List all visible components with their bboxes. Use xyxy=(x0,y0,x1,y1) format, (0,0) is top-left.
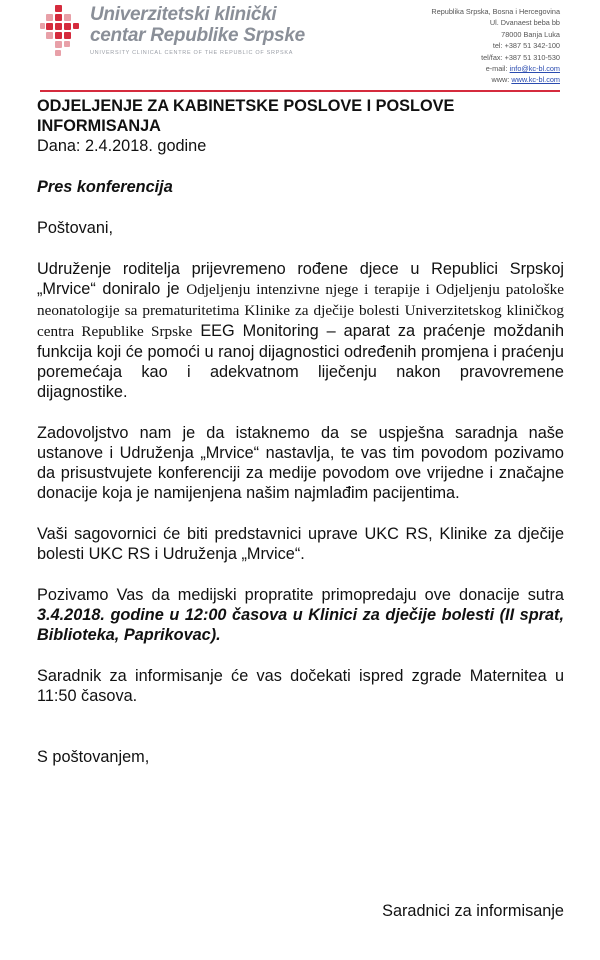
contact-street: Ul. Dvanaest beba bb xyxy=(489,18,560,28)
contact-city: 78000 Banja Luka xyxy=(501,29,560,39)
logo-title-line2: centar Republike Srpske xyxy=(90,25,305,46)
paragraph-invitation: Zadovoljstvo nam je da istaknemo da se uspješna saradnja naše ustanove i Udruženja „Mrvice“ nastavlja, te vas tim povodom pozivamo da prisustvujete konferenciji za medije povodom ove vrijedne i značajne donacije koja je namijenjena našim najmlađim pacijentima. xyxy=(37,424,564,502)
header-divider xyxy=(40,90,560,92)
logo-subtitle: UNIVERSITY CLINICAL CENTRE OF THE REPUBLIC OF SRPSKA xyxy=(90,50,294,56)
paragraph-meeting-point: Saradnik za informisanje će vas dočekati ispred zgrade Maternitea u 11:50 časova. xyxy=(37,667,564,705)
email-label: e-mail: xyxy=(485,64,510,74)
p4-part-a: Pozivamo Vas da medijski propratite primopredaju ove donacije sutra xyxy=(37,586,564,604)
contact-email-row xyxy=(431,63,560,74)
greeting: Poštovani, xyxy=(37,219,114,237)
closing-salutation: S poštovanjem, xyxy=(37,748,150,766)
email-link[interactable]: info@kc-bl.com xyxy=(509,64,560,74)
paragraph-event-details xyxy=(37,585,564,645)
event-time-location: 3.4.2018. godine u 12:00 časova u Klinici za dječije bolesti (II sprat, Biblioteka, Paprikovac). xyxy=(37,606,564,644)
contact-www-row xyxy=(431,74,560,85)
contact-tel: tel: +387 51 342-100 xyxy=(492,41,560,51)
cross-logo-icon xyxy=(40,4,80,60)
contact-block xyxy=(431,6,560,86)
department-heading: ODJELJENJE ZA KABINETSKE POSLOVE I POSLOVE INFORMISANJA xyxy=(37,97,455,135)
contact-country: Republika Srpska, Bosna i Hercegovina xyxy=(431,7,560,16)
www-label: www: xyxy=(491,75,512,85)
p1-part-c: EEG Monitoring – aparat za praćenje moždanih funkcija koji će pomoći u ranoj dijagnostici određenih promjena i praćenju poremećaja kao i adekvatnom liječenju nakon pravovremene dijagnostike. xyxy=(37,322,564,401)
p1-part-a: Udruženje roditelja prijevremeno rođene djece u Republici Srpskoj „Mrvice“ doniralo je xyxy=(37,260,564,298)
logo-title-line1: Univerzitetski klinički xyxy=(90,4,277,25)
contact-telfax: tel/fax: +387 51 310-530 xyxy=(481,52,560,62)
letter-date: Dana: 2.4.2018. godine xyxy=(37,137,207,155)
website-link[interactable]: www.kc-bl.com xyxy=(511,75,560,85)
signature: Saradnici za informisanje xyxy=(382,902,564,920)
press-title: Pres konferencija xyxy=(37,178,173,196)
p1-part-b: Odjeljenju intenzivne njege i terapije i Odjeljenju patološke neonatologije sa prematuritetima Klinike za dječije bolesti Univerzitetskog kliničkog centra Republike Srpske xyxy=(37,281,564,340)
paragraph-donation xyxy=(37,259,564,402)
letter-body xyxy=(37,96,564,767)
paragraph-speakers: Vaši sagovornici će biti predstavnici uprave UKC RS, Klinike za dječije bolesti UKC RS i Udruženja „Mrvice“. xyxy=(37,525,564,563)
institution-logo-text xyxy=(90,4,305,56)
